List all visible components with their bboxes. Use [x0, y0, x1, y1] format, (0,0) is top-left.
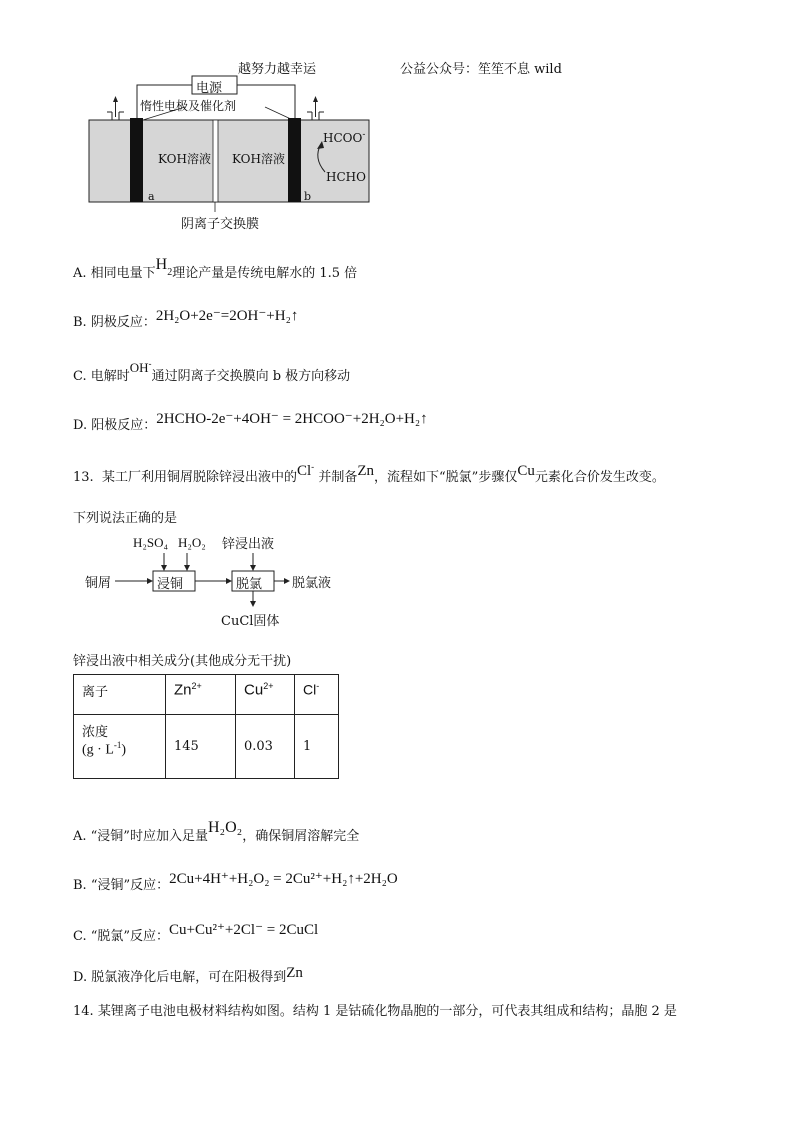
gas-outlet-right — [307, 96, 324, 120]
membrane-label: 阴离子交换膜 — [181, 217, 260, 232]
left-solution-label: KOH溶液 — [158, 152, 211, 166]
flow-input: 铜屑 — [85, 576, 112, 591]
q13-concentration-table — [73, 674, 339, 779]
header-left-text: 越努力越幸运 — [238, 62, 317, 77]
table-header-row — [74, 675, 339, 715]
wire-right — [237, 85, 295, 118]
gas-outlet-left — [107, 96, 124, 120]
electrode-b — [288, 118, 301, 202]
right-solution-label: KOH溶液 — [232, 152, 285, 166]
header-right-text: 公益公众号：笙笙不息 wild — [400, 62, 562, 77]
q14-stem: 14. 某锂离子电池电极材料结构如图。结构 1 是钴硫化物晶胞的一部分，可代表其组成和结构；晶胞 2 是 — [73, 1004, 677, 1019]
hcho-label: HCHO — [326, 170, 366, 184]
electrode-b-label: b — [304, 190, 312, 203]
q12-option-a: A. 相同电量下$H_2$理论产量是传统电解水的 1.5 倍 — [73, 256, 358, 281]
flow-step1-label: 浸铜 — [157, 577, 184, 592]
anion-exchange-membrane — [213, 120, 218, 202]
table-cell: 0.03 — [236, 715, 295, 779]
q12-option-c: C. 电解时OH-通过阴离子交换膜向 b 极方向移动 — [73, 359, 351, 384]
q13-stem-line2: 下列说法正确的是 — [73, 511, 178, 526]
table-header-cell: $Zn^{2+}$ — [166, 675, 236, 715]
flow-output: 脱氯液 — [292, 576, 332, 591]
table-cell: 1 — [295, 715, 339, 779]
electrode-catalyst-label: 惰性电极及催化剂 — [140, 99, 237, 113]
table-header-cell: 离子 — [74, 675, 166, 715]
electrode-a-label: a — [148, 190, 155, 203]
flow-reagent-leach: 锌浸出液 — [222, 537, 275, 552]
flow-step2-label: 脱氯 — [236, 577, 263, 592]
table-header-cell: Cl- — [295, 675, 339, 715]
q13-option-c: C. “脱氯”反应：Cu+Cu²⁺+2Cl⁻ = 2CuCl — [73, 922, 319, 944]
table-row-label: 浓度 $(g \cdot L^{-1})$ — [74, 715, 166, 779]
table-header-cell: $Cu^{2+}$ — [236, 675, 295, 715]
table-cell: 145 — [166, 715, 236, 779]
flow-reagent-h2so4: H₂SO₄ — [133, 535, 169, 550]
power-source-label: 电源 — [196, 81, 223, 96]
q13-option-b: B. “浸铜”反应：2Cu+4H⁺+H₂O₂ = 2Cu²⁺+H₂↑+2H₂O — [73, 871, 398, 893]
flow-solid: CuCl固体 — [221, 614, 280, 629]
q12-option-b: B. 阴极反应：2H₂O+2e⁻=2OH⁻+H₂↑ — [73, 308, 299, 330]
q13-option-a: A. “浸铜”时应加入足量H₂O₂，确保铜屑溶解完全 — [73, 819, 360, 844]
hcoo-label: HCOO- — [323, 130, 366, 145]
q13-table-caption: 锌浸出液中相关成分(其他成分无干扰) — [73, 654, 292, 669]
q12-option-d: D. 阳极反应：2HCHO-2e⁻+4OH⁻ = 2HCOO⁻+2H₂O+H₂↑ — [73, 411, 428, 433]
q13-stem-line1: 13. 某工厂利用铜屑脱除锌浸出液中的Cl- 并制备Zn，流程如下“脱氯”步骤仅Cu元素化合价发生改变。 — [73, 462, 665, 485]
flow-reagent-h2o2: H₂O₂ — [178, 535, 206, 550]
q13-option-d: D. 脱氯液净化后电解，可在阳极得到Zn — [73, 965, 303, 985]
electrode-a — [130, 118, 143, 202]
table-row — [74, 715, 339, 779]
